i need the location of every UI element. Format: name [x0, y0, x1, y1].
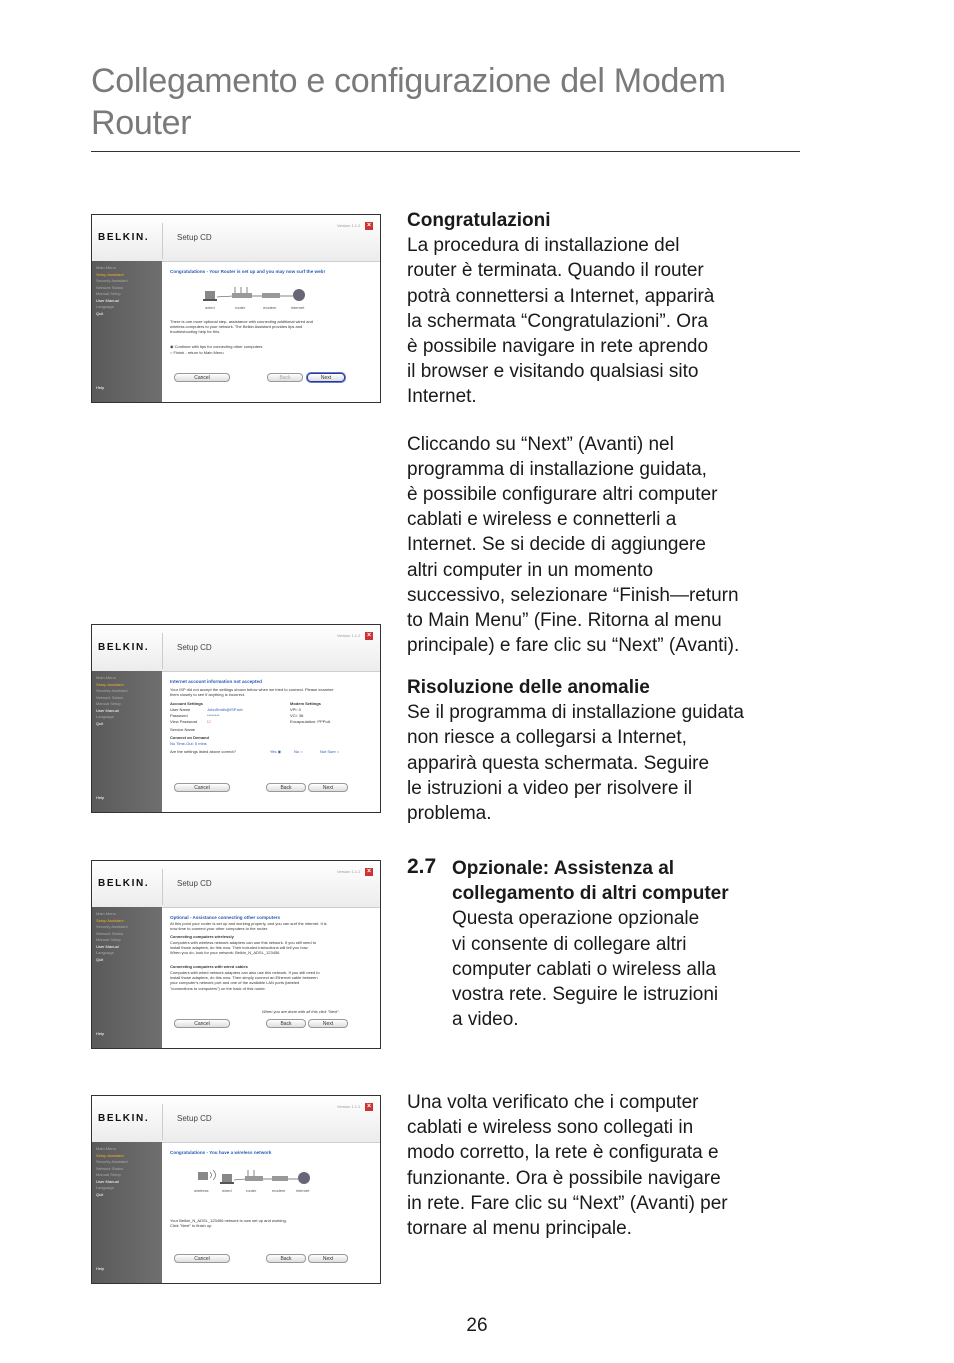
troubleshooting-paragraph: Se il programma di installazione guidata non riesce a collegarsi a Internet, apparirà questa schermata. Seguire le istruzioni a video per risolvere il problema. — [407, 702, 744, 825]
view-password-label: View Password — [170, 719, 198, 724]
diagram-label: router — [235, 305, 246, 310]
sidebar-item-main-menu[interactable]: Main Menu — [96, 675, 116, 680]
radio-yes[interactable]: Yes ◉ — [270, 749, 282, 754]
sidebar-item-network-status[interactable]: Network Status — [96, 930, 124, 936]
radio-not-sure-label: Not Sure — [320, 749, 336, 754]
sidebar-item-main-menu[interactable]: Main Menu — [96, 265, 116, 270]
sidebar-item-setup-assistant[interactable]: Setup Assistant — [96, 917, 124, 923]
sidebar-item-quit[interactable]: Quit — [96, 956, 104, 962]
sidebar-item-security-assistant[interactable]: Security Assistant — [96, 278, 128, 283]
radio-continue-label: Continue with tips for connecting other computers — [174, 344, 263, 349]
screenshot-troubleshooting — [91, 624, 381, 813]
screenshot-optional-assistance — [91, 860, 381, 1049]
settings-question: Are the settings listed above correct? — [170, 749, 236, 754]
wired-body: Computers with wired network adapters can also use this network. If you still need to install those adapters, do this now. Then simply connect an Ethernet cable between your computer's network port and one of the available LAN ports (labeled "connections to computers") on the back of this router. — [170, 970, 320, 991]
sidebar-item-manual-setup[interactable]: Manual Setup — [96, 291, 121, 296]
radio-finish[interactable]: ○ Finish - return to Main Menu — [170, 350, 224, 355]
screen-body: Your Belkin_N_ADSL_123456 network is now set up and working. Click "Next" to finish up. — [170, 1218, 287, 1229]
final-section — [407, 1090, 807, 1241]
diagram-label: wired — [205, 305, 215, 310]
screenshot-wireless-network — [91, 1095, 381, 1284]
screenshot-congratulations — [91, 214, 381, 403]
back-button[interactable]: Back — [266, 1019, 306, 1028]
next-button[interactable]: Next — [307, 373, 345, 382]
encapsulation-value: Encapsulation: PPPoA — [290, 719, 331, 724]
sidebar-item-user-manual[interactable]: User Manual — [96, 943, 119, 949]
back-button[interactable]: Back — [266, 1254, 306, 1263]
belkin-logo: BELKIN. — [98, 232, 150, 243]
sidebar-item-quit[interactable]: Quit — [96, 720, 104, 726]
wireless-heading: Connecting computers wirelessly — [170, 934, 234, 939]
radio-continue[interactable]: ◉ Continue with tips for connecting other computers — [170, 344, 263, 349]
close-icon[interactable]: × — [366, 868, 372, 875]
radio-finish-label: Finish - return to Main Menu — [173, 350, 224, 355]
diagram-label: router — [246, 1188, 257, 1193]
screen-body: There is one more optional step- assistance with connecting additional wired and wireless computers to your network. The Belkin Assistant provides tips and troubleshooting help for this. — [170, 319, 313, 335]
screen-intro: At this point your router is set up and working properly, and you can surf the internet. It is now time to connect your other computers to the router. — [170, 921, 327, 932]
vci-value: VCI: 38 — [290, 713, 304, 718]
screen-heading: Optional - Assistance connecting other computers — [170, 915, 281, 920]
wired-heading: Connecting computers with wired cables — [170, 964, 248, 969]
version-label: Version 1.1.2 — [337, 1104, 361, 1109]
user-name-label: User Name — [170, 707, 191, 712]
cancel-button[interactable]: Cancel — [174, 373, 230, 382]
password-label: Password — [170, 713, 188, 718]
sidebar-item-network-status[interactable]: Network Status — [96, 694, 124, 700]
header-divider — [162, 633, 163, 669]
header-divider — [162, 1104, 163, 1140]
window-header — [92, 625, 380, 672]
radio-not-sure[interactable]: Not Sure ○ — [320, 749, 340, 754]
sidebar-item-quit[interactable]: Quit — [96, 1191, 104, 1197]
user-name-field[interactable]: JohnSmith@ISP.net — [207, 707, 243, 712]
account-settings-heading: Account Settings — [170, 701, 203, 706]
network-diagram-icon — [190, 1166, 320, 1196]
radio-yes-label: Yes — [270, 749, 277, 754]
sidebar-item-setup-assistant[interactable]: Setup Assistant — [96, 681, 124, 687]
belkin-logo: BELKIN. — [98, 642, 150, 653]
content-pane — [162, 261, 381, 403]
close-icon[interactable]: × — [366, 632, 372, 639]
header-divider — [162, 869, 163, 905]
sidebar-item-language[interactable]: Language — [96, 714, 114, 719]
sidebar-item-user-manual[interactable]: User Manual — [96, 297, 119, 303]
optional-assistance-section — [452, 856, 802, 1032]
content-pane — [162, 1142, 381, 1284]
screen-body: Your ISP did not accept the settings shown below when we tried to connect. Please examine them closely to see if anything is incorrect. — [170, 687, 334, 698]
content-pane — [162, 907, 381, 1049]
optional-assistance-heading: Opzionale: Assistenza al collegamento di altri computer — [452, 858, 729, 905]
sidebar-item-language[interactable]: Language — [96, 304, 114, 309]
modem-settings-heading: Modem Settings — [290, 701, 321, 706]
version-label: Version 1.1.2 — [337, 869, 361, 874]
view-password-checkbox[interactable]: ☐ — [207, 719, 211, 724]
sidebar — [92, 261, 162, 403]
sidebar-item-user-manual[interactable]: User Manual — [96, 1178, 119, 1184]
sidebar-help-link[interactable]: Help — [96, 1266, 105, 1271]
sidebar-item-network-status[interactable]: Network Status — [96, 1165, 124, 1171]
screen-heading: Congratulations - You have a wireless network — [170, 1150, 272, 1155]
sidebar-item-language[interactable]: Language — [96, 950, 114, 955]
sidebar-item-language[interactable]: Language — [96, 1185, 114, 1190]
back-button[interactable]: Back — [267, 373, 303, 382]
congratulations-paragraph-1: La procedura di installazione del router è terminata. Quando il router potrà connettersi a Internet, apparirà la schermata “Congratulazioni”. Ora è possibile navigare in rete aprendo il browser e visitando qualsiasi sito Internet. — [407, 235, 715, 408]
screen-heading: Congratulations - Your Router is set up and you may now surf the web! — [170, 269, 326, 274]
sidebar-item-main-menu[interactable]: Main Menu — [96, 1146, 116, 1151]
belkin-logo: BELKIN. — [98, 878, 150, 889]
window-header — [92, 1096, 380, 1143]
section-number: 2.7 — [407, 855, 437, 878]
diagram-label: internet — [296, 1188, 310, 1193]
radio-no[interactable]: No ○ — [294, 749, 303, 754]
cancel-button[interactable]: Cancel — [174, 1254, 230, 1263]
version-label: Version 1.1.2 — [337, 633, 361, 638]
sidebar-item-security-assistant[interactable]: Security Assistant — [96, 688, 128, 693]
header-divider — [162, 223, 163, 259]
next-button[interactable]: Next — [308, 1254, 348, 1263]
wireless-body: Computers with wireless network adapters can use this network. If you still need to install those adapters, do this now. Their included instructions will tell you how. When you do, look for your network: Belkin_N_ADSL_123456 — [170, 940, 317, 956]
sidebar — [92, 671, 162, 813]
sidebar-item-security-assistant[interactable]: Security Assistant — [96, 1159, 128, 1164]
window-title: Setup CD — [177, 643, 212, 652]
cancel-button[interactable]: Cancel — [174, 1019, 230, 1028]
sidebar — [92, 1142, 162, 1284]
troubleshooting-heading: Risoluzione delle anomalie — [407, 677, 650, 698]
final-paragraph: Una volta verificato che i computer cablati e wireless sono collegati in modo corretto, la rete è configurata e funzionante. Ora è possibile navigare in rete. Fare clic su “Next” (Avanti) per tornare al menu principale. — [407, 1092, 728, 1240]
sidebar-item-manual-setup[interactable]: Manual Setup — [96, 701, 121, 706]
content-pane — [162, 671, 381, 813]
service-name-label: Service Name — [170, 727, 196, 732]
troubleshooting-section — [407, 675, 807, 826]
optional-assistance-paragraph: Questa operazione opzionale vi consente di collegare altri computer cablati o wireless alla vostra rete. Seguire le istruzioni a video. — [452, 908, 719, 1031]
window-title: Setup CD — [177, 233, 212, 242]
close-icon[interactable]: × — [366, 222, 372, 229]
sidebar-help-link[interactable]: Help — [96, 795, 105, 800]
back-button[interactable]: Back — [266, 783, 306, 792]
sidebar-help-link[interactable]: Help — [96, 1031, 105, 1036]
sidebar — [92, 907, 162, 1049]
connect-on-demand-value: No Time-Out: 5 mins — [170, 741, 207, 746]
done-note: When you are done with all this click "Next". — [262, 1009, 340, 1014]
sidebar-item-setup-assistant[interactable]: Setup Assistant — [96, 271, 124, 277]
window-header — [92, 861, 380, 908]
window-header — [92, 215, 380, 262]
sidebar-item-quit[interactable]: Quit — [96, 310, 104, 316]
congratulations-heading: Congratulazioni — [407, 210, 551, 231]
vpi-value: VPI: 0 — [290, 707, 301, 712]
diagram-label: modem — [263, 305, 277, 310]
sidebar-item-setup-assistant[interactable]: Setup Assistant — [96, 1152, 124, 1158]
window-title: Setup CD — [177, 879, 212, 888]
screen-heading: Internet account information not accepted — [170, 679, 262, 684]
sidebar-item-security-assistant[interactable]: Security Assistant — [96, 924, 128, 929]
cancel-button[interactable]: Cancel — [174, 783, 230, 792]
network-diagram-icon — [177, 283, 317, 313]
title-divider — [91, 151, 800, 152]
window-title: Setup CD — [177, 1114, 212, 1123]
congratulations-section — [407, 208, 807, 658]
sidebar-item-manual-setup[interactable]: Manual Setup — [96, 937, 121, 942]
sidebar-item-main-menu[interactable]: Main Menu — [96, 911, 116, 916]
diagram-label: wireless — [194, 1188, 209, 1193]
page-title: Collegamento e configurazione del Modem Router — [91, 62, 726, 142]
diagram-label: internet — [291, 305, 305, 310]
diagram-label: wired — [222, 1188, 232, 1193]
sidebar-item-user-manual[interactable]: User Manual — [96, 707, 119, 713]
close-icon[interactable]: × — [366, 1103, 372, 1110]
page-number: 26 — [466, 1315, 488, 1336]
connect-on-demand-heading: Connect on Demand — [170, 735, 209, 740]
sidebar-item-network-status[interactable]: Network Status — [96, 284, 124, 290]
diagram-label: modem — [272, 1188, 286, 1193]
sidebar-item-manual-setup[interactable]: Manual Setup — [96, 1172, 121, 1177]
congratulations-paragraph-2: Cliccando su “Next” (Avanti) nel programma di installazione guidata, è possibile configurare altri computer cablati e wireless e connetterli a Internet. Se si decide di aggiungere altri computer in un momento successivo, selezionare “Finish—return to Main Menu” (Fine. Ritorna al menu principale) e fare clic su “Next” (Avanti). — [407, 433, 740, 657]
radio-no-label: No — [294, 749, 300, 754]
version-label: Version 1.1.2 — [337, 223, 361, 228]
password-field[interactable]: ******** — [207, 713, 220, 718]
belkin-logo: BELKIN. — [98, 1113, 150, 1124]
sidebar-help-link[interactable]: Help — [96, 385, 105, 390]
next-button[interactable]: Next — [308, 1019, 348, 1028]
next-button[interactable]: Next — [308, 783, 348, 792]
